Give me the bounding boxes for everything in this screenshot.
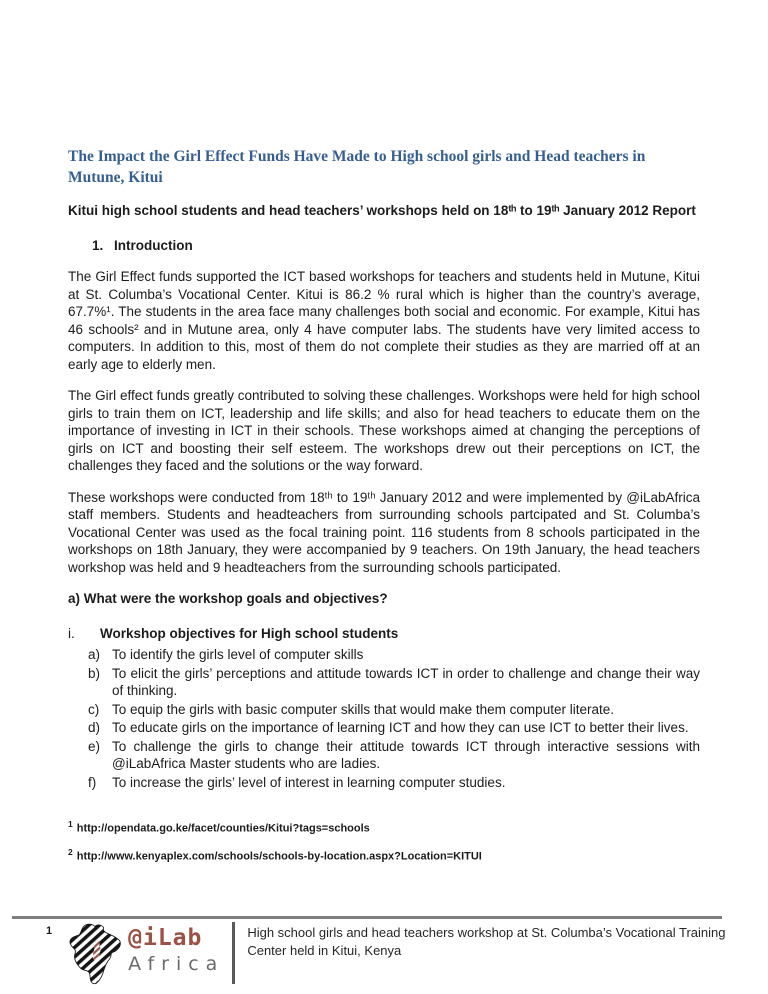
footer-rule (12, 916, 722, 919)
goals-question-heading: a) What were the workshop goals and objectives? (68, 591, 388, 606)
list-item (68, 701, 700, 719)
list-item (68, 774, 700, 792)
objectives-heading-marker: i. (68, 626, 75, 641)
list-item (68, 646, 700, 664)
paragraph-3: These workshops were conducted from 18ᵗʰ to 19ᵗʰ January 2012 and were implemented by @iLabAfrica staff members. Students and headteachers from surrounding schools partcipated and St. Columba’s Vocational Center was used as the focal training point. 116 students from 8 schools participated in the workshops on 18th January, they were accompanied by 9 teachers. On 19th January, the head teachers workshop was held and 9 headteachers from the surrounding schools participated. (68, 489, 700, 575)
list-item-text: To elicit the girls’ perceptions and attitude towards ICT in order to challenge and change their way of thinking. (112, 665, 700, 698)
list-item-marker: f) (88, 774, 97, 790)
list-item-text: To educate girls on the importance of learning ICT and how they can use ICT to better their lives. (112, 720, 689, 735)
list-item-text: To equip the girls with basic computer skills that would make them computer literate. (112, 701, 614, 717)
africa-logo-wordmark: Africa (128, 953, 225, 975)
objectives-heading-label: Workshop objectives for High school students (100, 626, 399, 641)
list-item-marker: b) (88, 665, 101, 681)
ilab-logo-wordmark: @iLab (128, 925, 203, 951)
document-content (68, 146, 700, 872)
page-number: 1 (46, 925, 53, 937)
section-label: Introduction (114, 238, 193, 253)
section-heading-introduction (68, 238, 700, 253)
footnote-marker: 1 (68, 819, 73, 829)
page-footer (46, 922, 748, 991)
objectives-heading (68, 625, 700, 643)
footnote-2 (68, 845, 700, 865)
paragraph-2: The Girl effect funds greatly contributed to solving these challenges. Workshops were held for high school girls to train them on ICT, leadership and life skills; and also for head teachers to educate them on the importance of investing in ICT in their schools. These workshops aimed at changing the perceptions of girls on ICT and boosting their self esteem. The workshops drew out their perceptions on ICT, the challenges they faced and the solutions or the way forward. (68, 388, 700, 473)
list-item-text: To challenge the girls to change their attitude towards ICT through interactive sessions with @iLabAfrica Master students who are ladies. (112, 738, 700, 771)
footer-divider (232, 922, 235, 984)
list-item-text: To increase the girls’ level of interest in learning computer studies. (112, 774, 506, 790)
footnote-marker: 2 (68, 846, 73, 857)
footnote-url: http://www.kenyaplex.com/schools/schools-by-location.aspx?Location=KITUI (76, 850, 482, 863)
footnotes (68, 817, 700, 864)
footer-caption: High school girls and head teachers workshop at St. Columba’s Vocational Training Center held in Kitui, Kenya (247, 925, 726, 958)
paragraph-1: The Girl Effect funds supported the ICT based workshops for teachers and students held in Mutune, Kitui at St. Columba’s Vocational Center. Kitui is 86.2 % rural which is higher than the country’s average, 67.7%¹. The students in the area face many challenges both social and economic. For example, Kitui has 46 schools² and in Mutune area, only 4 have computer labs. The students have very limited access to computers. In addition to this, most of them do not complete their studies as they are married off at an early age to elderly men. (68, 269, 700, 372)
footnote-url: http://opendata.go.ke/facet/counties/Kitui?tags=schools (76, 822, 370, 835)
list-item (68, 719, 700, 737)
footnote-1 (68, 817, 700, 837)
list-item-marker: d) (88, 720, 101, 735)
list-item-marker: c) (88, 701, 100, 717)
logo-text (128, 926, 224, 976)
list-item (68, 738, 700, 773)
page-title: The Impact the Girl Effect Funds Have Made to High school girls and Head teachers in Mutune, Kitui (68, 148, 646, 186)
list-item-marker: a) (88, 647, 101, 662)
list-item-marker: e) (88, 738, 101, 754)
list-item (68, 665, 700, 700)
africa-map-icon (68, 922, 122, 991)
report-subtitle: Kitui high school students and head teachers’ workshops held on 18ᵗʰ to 19ᵗʰ January 2012 Report (68, 203, 696, 218)
list-item-text: To identify the girls level of computer skills (112, 647, 364, 662)
ilab-africa-logo (68, 922, 224, 991)
objectives-list (68, 646, 700, 791)
section-number: 1. (92, 238, 104, 253)
